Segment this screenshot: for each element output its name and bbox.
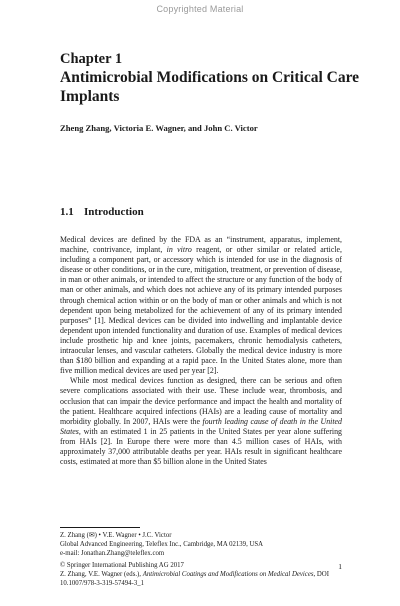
chapter-label: Chapter 1 — [60, 51, 123, 67]
copyright-publisher: © Springer International Publishing AG 2017 — [60, 562, 184, 569]
paragraph-1 — [60, 235, 342, 376]
affiliation-authors: Z. Zhang (✉) • V.E. Wagner • J.C. Victor — [60, 532, 172, 539]
affiliation-email: e-mail: Jonathan.Zhang@teleflex.com — [60, 549, 165, 557]
author-list: Zheng Zhang, Victoria E. Wagner, and John C. Victor — [60, 123, 258, 133]
body-text — [60, 235, 342, 467]
citation-doi: , DOI 10.1007/978-3-319-57494-3_1 — [60, 570, 329, 587]
italic-run: fourth leading cause of death in the United States, — [60, 416, 342, 436]
paragraph-2 — [60, 376, 342, 467]
chapter-title: Antimicrobial Modifications on Critical Care Implants — [60, 69, 360, 105]
text-run: reagent, or other similar or related article, including a component part, or accessory which is intended for use in the diagnosis of disease or other conditions, or in the cure, mitigation, treatment, or prevention of disease, in man or other animals, or intended to affect the structure or any function of the body of man or other animals, and which does not achieve any of its primary intended purposes through chemical action within or on the body of man or other animals and which is not dependent upon being metabolized for the achievement of any of its primary intended purposes” [1]. Medical devices can be divided into indwelling and implantable device dependent upon intended functionality and duration of use. Examples of medical devices include prosthetic hip and knee joints, pacemakers, chronic hemodialysis catheters, intraocular lenses, and vascular catheters. Globally the medical device industry is more than $180 billion and expanding at a rapid pace. In the United States alone, more than five million medical devices are used per year [2]. — [60, 245, 342, 376]
page-number: 1 — [338, 562, 342, 571]
footnote-divider — [60, 527, 140, 528]
text-run: with an estimated 1 in 25 patients in the United States per year alone suffering from HAIs [2]. In Europe there were more than 4.5 million cases of HAIs, with approximately 37,000 attributable deaths per year. HAIs result in significant healthcare costs, estimated at more than $5 billion alone in the United States — [60, 426, 342, 467]
copyright-watermark: Copyrighted Material — [156, 4, 244, 14]
section-heading — [60, 206, 144, 218]
copyright-notice — [60, 562, 342, 588]
citation-editors: Z. Zhang, V.E. Wagner (eds.), — [60, 570, 143, 578]
affiliation-institution: Global Advanced Engineering, Teleflex Inc., Cambridge, MA 02139, USA — [60, 540, 264, 548]
citation-book-title: Antimicrobial Coatings and Modifications on Medical Devices — [142, 570, 314, 578]
section-number: 1.1 — [60, 206, 74, 218]
section-title: Introduction — [84, 206, 144, 218]
text-run: While most medical devices function as designed, there can be serious and often severe complications associated with their use. These include wear, thrombosis, and occlusion that can impair the device performance and impact the health and mortality of the patient. Healthcare acquired infections (HAIs) are a leading cause of mortality and morbidity globally. In 2007, HAIs were the — [60, 376, 342, 426]
text-run: Medical devices are defined by the FDA as an “instrument, apparatus, implement, machine, contrivance, implant, — [60, 235, 342, 255]
author-affiliation — [60, 532, 342, 558]
italic-run: in vitro — [166, 245, 192, 255]
